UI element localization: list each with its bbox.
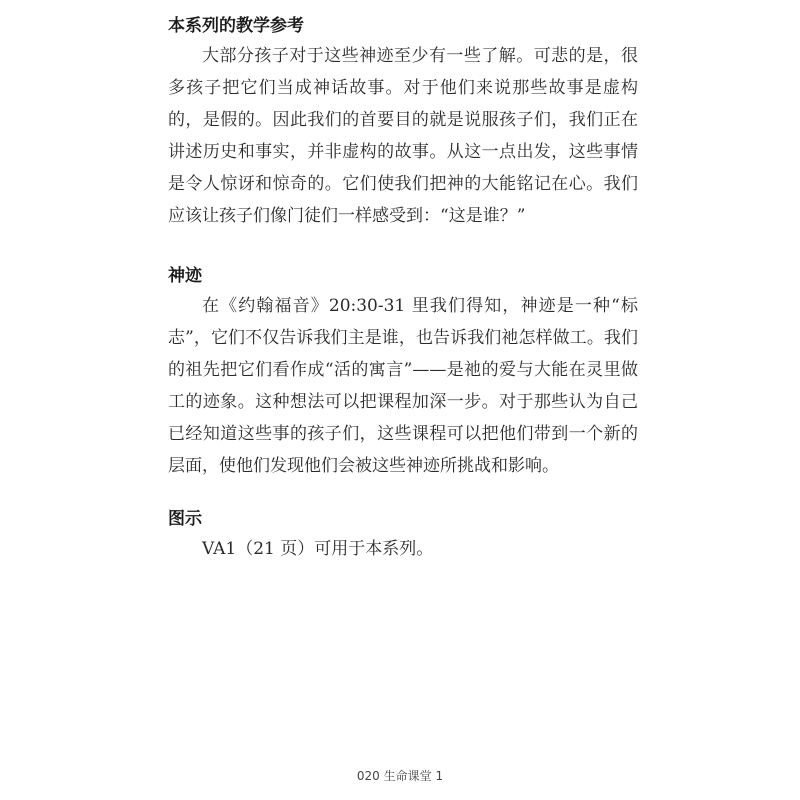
- section-miracles: [168, 264, 638, 482]
- section-teaching-reference: [168, 14, 638, 232]
- page-footer: 020 生命课堂 1: [356, 769, 444, 783]
- section-illustrations: [168, 507, 638, 565]
- section-heading: 图示: [168, 509, 202, 529]
- section-paragraph: 大部分孩子对于这些神迹至少有一些了解。可悲的是，很多孩子把它们当成神话故事。对于他们来说那些故事是虚构的，是假的。因此我们的首要目的就是说服孩子们，我们正在讲述历史和事实，并非虚构的故事。从这一点出发，这些事情是令人惊讶和惊奇的。它们使我们把神的大能铭记在心。我们应该让孩子们像门徒们一样感受到：“这是谁？”: [168, 46, 638, 226]
- section-heading: 本系列的教学参考: [168, 16, 304, 36]
- section-heading: 神迹: [168, 266, 202, 286]
- section-paragraph: 在《约翰福音》20:30-31 里我们得知，神迹是一种“标志”，它们不仅告诉我们主是谁，也告诉我们祂怎样做工。我们的祖先把它们看作成“活的寓言”——是祂的爱与大能在灵里做工的迹象。这种想法可以把课程加深一步。对于那些认为自己已经知道这些事的孩子们，这些课程可以把他们带到一个新的层面，使他们发现他们会被这些神迹所挑战和影响。: [168, 296, 638, 476]
- section-paragraph: VA1（21 页）可用于本系列。: [202, 539, 434, 559]
